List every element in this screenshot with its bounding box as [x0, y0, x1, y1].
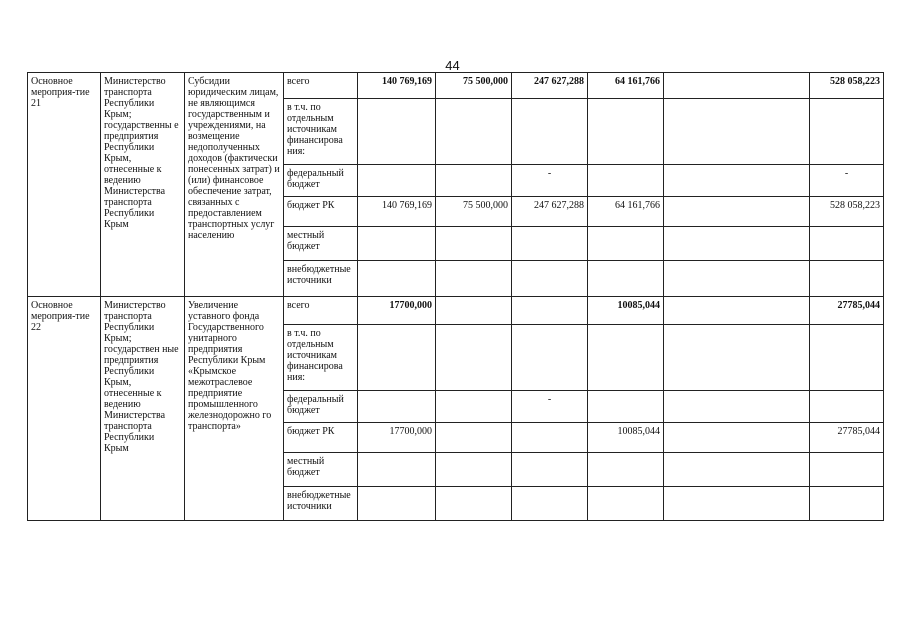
amount-cell — [512, 487, 588, 521]
amount-cell — [358, 165, 436, 197]
amount-cell — [664, 99, 810, 165]
amount-cell: 528 058,223 — [810, 197, 884, 227]
amount-cell: 17700,000 — [358, 423, 436, 453]
amount-cell — [588, 227, 664, 261]
executor-cell: Министерство транспорта Республики Крым; государственны е предприятия Республики Крым, отнесенные к ведению Министерства транспорта Республики Крым — [101, 73, 185, 297]
amount-cell — [588, 165, 664, 197]
amount-cell: 75 500,000 — [436, 73, 512, 99]
financing-table — [27, 72, 884, 521]
amount-cell: 64 161,766 — [588, 73, 664, 99]
amount-cell — [436, 99, 512, 165]
amount-cell — [664, 261, 810, 297]
amount-cell: 10085,044 — [588, 423, 664, 453]
amount-cell — [664, 487, 810, 521]
amount-cell: 75 500,000 — [436, 197, 512, 227]
amount-cell: 247 627,288 — [512, 197, 588, 227]
amount-cell — [358, 453, 436, 487]
source-label-cell: федеральный бюджет — [284, 165, 358, 197]
amount-cell — [436, 391, 512, 423]
amount-cell — [436, 297, 512, 325]
amount-cell — [358, 487, 436, 521]
amount-cell — [512, 423, 588, 453]
amount-cell: 140 769,169 — [358, 73, 436, 99]
description-cell: Субсидии юридическим лицам, не являющимся государственным и учреждениями, на возмещение недополученных доходов (фактически понесенных затрат) и (или) финансовое обеспечение затрат, связанных с предоставлением транспортных услуг населению — [185, 73, 284, 297]
table-row — [28, 73, 884, 99]
amount-cell: 27785,044 — [810, 297, 884, 325]
event-cell: Основное мероприя-тие 22 — [28, 297, 101, 521]
amount-cell — [810, 99, 884, 165]
amount-cell — [664, 227, 810, 261]
executor-cell: Министерство транспорта Республики Крым; государствен ные предприятия Республики Крым, отнесенные к ведению Министерства транспорта Республики Крым — [101, 297, 185, 521]
amount-cell — [436, 423, 512, 453]
amount-cell — [358, 227, 436, 261]
source-label-cell: внебюджетные источники — [284, 487, 358, 521]
amount-cell — [512, 453, 588, 487]
amount-cell: - — [512, 165, 588, 197]
amount-cell — [436, 487, 512, 521]
amount-cell — [588, 391, 664, 423]
amount-cell — [512, 325, 588, 391]
amount-cell — [810, 391, 884, 423]
source-label-cell: бюджет РК — [284, 197, 358, 227]
amount-cell — [664, 165, 810, 197]
source-label-cell: всего — [284, 73, 358, 99]
amount-cell — [588, 261, 664, 297]
amount-cell — [664, 297, 810, 325]
event-cell: Основное мероприя-тие 21 — [28, 73, 101, 297]
amount-cell — [436, 453, 512, 487]
amount-cell — [664, 423, 810, 453]
amount-cell — [810, 487, 884, 521]
amount-cell — [512, 261, 588, 297]
amount-cell: 27785,044 — [810, 423, 884, 453]
amount-cell — [664, 325, 810, 391]
table-row — [28, 297, 884, 325]
amount-cell — [664, 197, 810, 227]
source-label-cell: местный бюджет — [284, 227, 358, 261]
amount-cell — [358, 261, 436, 297]
amount-cell — [810, 227, 884, 261]
source-label-cell: всего — [284, 297, 358, 325]
page-number: 44 — [445, 58, 460, 73]
amount-cell — [588, 453, 664, 487]
amount-cell: 64 161,766 — [588, 197, 664, 227]
source-label-cell: в т.ч. по отдельным источникам финансирова ния: — [284, 325, 358, 391]
amount-cell: 140 769,169 — [358, 197, 436, 227]
amount-cell — [358, 325, 436, 391]
amount-cell — [512, 99, 588, 165]
amount-cell — [810, 453, 884, 487]
amount-cell — [436, 261, 512, 297]
amount-cell — [512, 297, 588, 325]
amount-cell — [664, 73, 810, 99]
description-cell: Увеличение уставного фонда Государственного унитарного предприятия Республики Крым «Крымское межотраслевое предприятие промышленного железнодорожно го транспорта» — [185, 297, 284, 521]
amount-cell — [664, 453, 810, 487]
amount-cell: - — [512, 391, 588, 423]
source-label-cell: местный бюджет — [284, 453, 358, 487]
amount-cell — [436, 325, 512, 391]
source-label-cell: бюджет РК — [284, 423, 358, 453]
amount-cell — [810, 325, 884, 391]
amount-cell — [588, 99, 664, 165]
amount-cell: 17700,000 — [358, 297, 436, 325]
amount-cell: 10085,044 — [588, 297, 664, 325]
source-label-cell: федеральный бюджет — [284, 391, 358, 423]
amount-cell — [664, 391, 810, 423]
amount-cell: - — [810, 165, 884, 197]
source-label-cell: в т.ч. по отдельным источникам финансирова ния: — [284, 99, 358, 165]
amount-cell — [358, 99, 436, 165]
amount-cell — [436, 227, 512, 261]
amount-cell — [810, 261, 884, 297]
amount-cell — [358, 391, 436, 423]
amount-cell — [436, 165, 512, 197]
amount-cell — [512, 227, 588, 261]
source-label-cell: внебюджетные источники — [284, 261, 358, 297]
amount-cell: 247 627,288 — [512, 73, 588, 99]
amount-cell: 528 058,223 — [810, 73, 884, 99]
amount-cell — [588, 325, 664, 391]
amount-cell — [588, 487, 664, 521]
